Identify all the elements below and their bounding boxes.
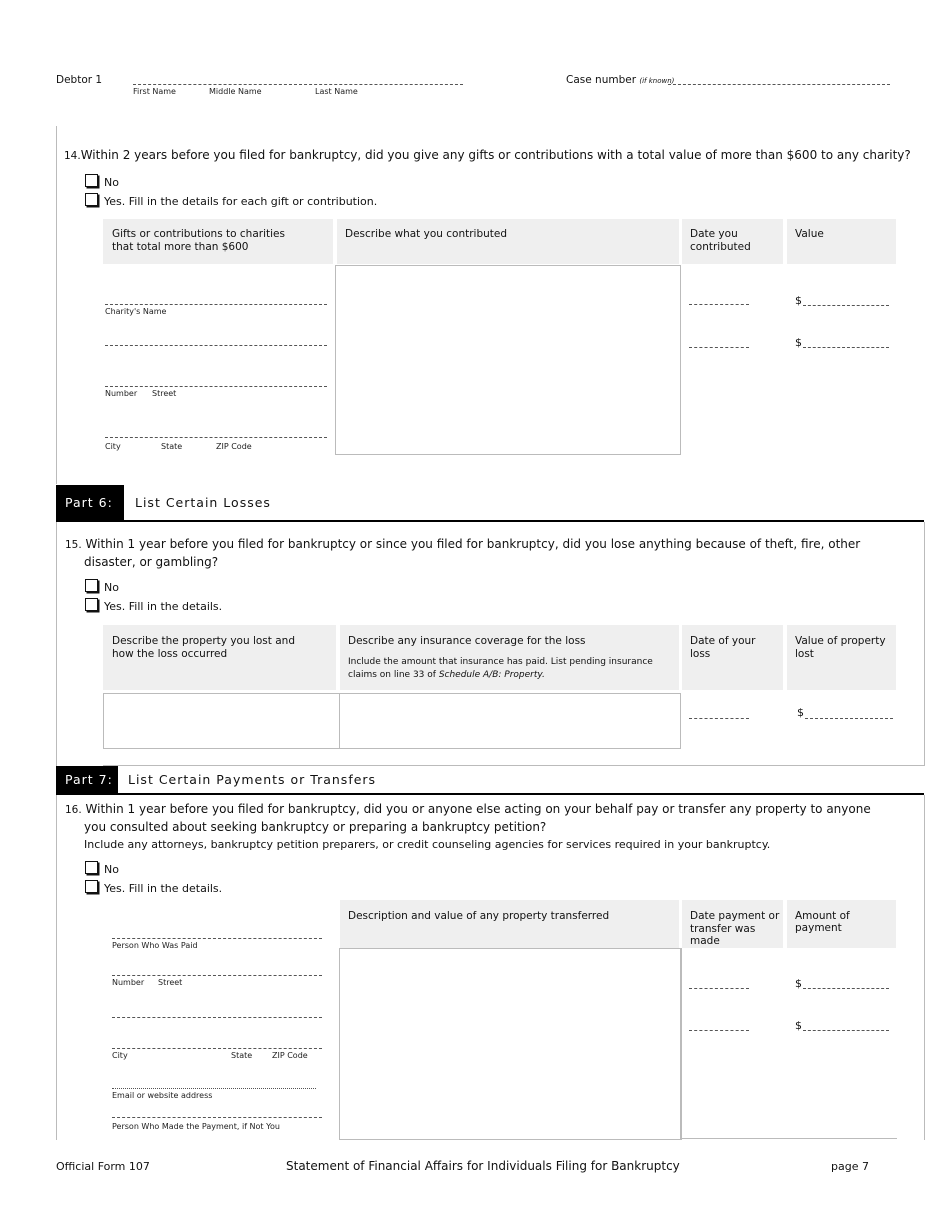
- q16-amount-field-2[interactable]: [803, 1030, 889, 1031]
- q16-col3-header-line3: made: [690, 935, 720, 947]
- q15-col1-header-line1: Describe the property you lost and: [112, 635, 295, 647]
- q14-no-label: No: [104, 176, 119, 189]
- q15-col2-note: [348, 656, 653, 682]
- q16-number: 16.: [65, 804, 82, 816]
- q16-number-label: Number: [112, 978, 145, 987]
- q15-no-label: No: [104, 581, 119, 594]
- footer-page-number: page 7: [831, 1160, 869, 1173]
- q15-col3-header-line2: loss: [690, 648, 711, 660]
- q16-col2-header: [340, 900, 679, 948]
- q16-text-line1: Within 1 year before you filed for bankruptcy, did you or anyone else acting on your behalf pay or transfer any property to anyone: [85, 802, 871, 816]
- q14-value-field-1[interactable]: [803, 305, 889, 306]
- q16-city-field[interactable]: [112, 1048, 322, 1049]
- q16-col3-header: [682, 900, 783, 948]
- part6-tag: Part 6:: [56, 485, 124, 520]
- q16-dollar-1: $: [795, 977, 802, 990]
- q14-city-field[interactable]: [105, 437, 327, 438]
- case-number-label: [566, 74, 674, 86]
- q14-charity-name-field[interactable]: [105, 304, 327, 305]
- footer-form-number: Official Form 107: [56, 1160, 150, 1173]
- q14-no-checkbox[interactable]: [85, 174, 98, 187]
- q16-date-field-2[interactable]: [689, 1030, 749, 1031]
- case-number-text: Case number: [566, 74, 637, 86]
- q14-col1-header-line1: Gifts or contributions to charities: [112, 228, 285, 240]
- q15-col3-header-line1: Date of your: [690, 635, 756, 647]
- middle-name-label: Middle Name: [209, 87, 262, 96]
- case-number-field[interactable]: [668, 84, 890, 85]
- debtor-label: Debtor 1: [56, 74, 103, 86]
- q14-col4-header-text: Value: [795, 228, 824, 240]
- q14-number: 14.: [64, 150, 81, 162]
- q15-right-border: [924, 522, 925, 766]
- q15-number: 15.: [65, 539, 82, 551]
- q14-col1-header: [103, 219, 333, 264]
- q14-col4-header: [787, 219, 896, 264]
- q14-yes-label: Yes. Fill in the details for each gift or contribution.: [104, 195, 378, 208]
- q15-col1-header: [103, 625, 336, 690]
- q16-email-label: Email or website address: [112, 1091, 213, 1100]
- q14-value-field-2[interactable]: [803, 347, 889, 348]
- q16-person-paid-field[interactable]: [112, 938, 322, 939]
- q16-dollar-2: $: [795, 1019, 802, 1032]
- q14-col3-header-line1: Date you: [690, 228, 738, 240]
- q16-col4-header: [787, 900, 896, 948]
- q15-date-field[interactable]: [689, 718, 749, 719]
- section-left-border: [56, 126, 57, 484]
- q16-street-field[interactable]: [112, 975, 322, 976]
- q14-date-field-2[interactable]: [689, 347, 749, 348]
- q16-yes-checkbox[interactable]: [85, 880, 98, 893]
- q16-right-border: [924, 795, 925, 1140]
- q14-col2-header-text: Describe what you contributed: [345, 228, 508, 240]
- q15-col1-header-line2: how the loss occurred: [112, 648, 228, 660]
- q14-dollar-1: $: [795, 294, 802, 307]
- q16-col2-header-text: Description and value of any property transferred: [348, 910, 610, 922]
- q16-date-field-1[interactable]: [689, 988, 749, 989]
- q14-col3-header: [682, 219, 783, 264]
- q16-text-line2: you consulted about seeking bankruptcy or preparing a bankruptcy petition?: [84, 820, 547, 834]
- last-name-label: Last Name: [315, 87, 358, 96]
- q15-question: [65, 536, 860, 571]
- q15-col4-header-line1: Value of property: [795, 635, 886, 647]
- q16-no-label: No: [104, 863, 119, 876]
- q16-email-field[interactable]: [112, 1088, 316, 1089]
- q16-person-made-label: Person Who Made the Payment, if Not You: [112, 1122, 280, 1131]
- q14-dollar-2: $: [795, 336, 802, 349]
- q15-insurance-box[interactable]: [339, 693, 681, 749]
- q15-col2-header: [340, 625, 679, 690]
- q16-state-label: State: [231, 1051, 253, 1060]
- q15-left-border: [56, 522, 57, 766]
- q15-col2-header-text: Describe any insurance coverage for the loss: [348, 635, 586, 647]
- part7-title: List Certain Payments or Transfers: [128, 772, 377, 787]
- footer-form-title: Statement of Financial Affairs for Individuals Filing for Bankruptcy: [286, 1159, 680, 1173]
- first-name-label: First Name: [133, 87, 176, 96]
- q14-col3-header-line2: contributed: [690, 241, 751, 253]
- q16-col3-header-line1: Date payment or: [690, 910, 780, 922]
- q14-question: [64, 148, 911, 162]
- q14-text: Within 2 years before you filed for bankruptcy, did you give any gifts or contributions with a total value of more than $600 to any charity?: [80, 148, 911, 162]
- q16-yes-label: Yes. Fill in the details.: [104, 882, 223, 895]
- q15-yes-checkbox[interactable]: [85, 598, 98, 611]
- q16-person-made-field[interactable]: [112, 1117, 322, 1118]
- q16-street-label: Street: [158, 978, 183, 987]
- q14-contribution-description-box[interactable]: [335, 265, 681, 455]
- q14-col1-header-line2: that total more than $600: [112, 241, 249, 253]
- q16-person-paid-label: Person Who Was Paid: [112, 941, 198, 950]
- part7-rule: [56, 793, 924, 795]
- q15-col4-header-line2: lost: [795, 648, 814, 660]
- q16-property-description-box[interactable]: [339, 948, 682, 1140]
- q15-col2-note-schedule: Schedule A/B: Property.: [438, 670, 545, 680]
- q16-bottom-rule: [680, 1138, 897, 1139]
- q14-yes-checkbox[interactable]: [85, 193, 98, 206]
- q16-city-label: City: [112, 1051, 128, 1060]
- q14-state-label: State: [161, 442, 183, 451]
- q15-col2-note-line1: Include the amount that insurance has paid. List pending insurance: [348, 657, 653, 667]
- q15-dollar: $: [797, 706, 804, 719]
- q14-date-field-1[interactable]: [689, 304, 749, 305]
- q16-address-line2-field[interactable]: [112, 1017, 322, 1018]
- q14-col2-header: [337, 219, 679, 264]
- q15-value-field[interactable]: [805, 718, 893, 719]
- q14-street-label: Street: [152, 389, 177, 398]
- q16-left-border: [56, 795, 57, 1140]
- q14-number-label: Number: [105, 389, 138, 398]
- part7-tag: Part 7:: [56, 766, 118, 793]
- debtor-name-field[interactable]: [133, 84, 463, 85]
- q16-zip-label: ZIP Code: [272, 1051, 308, 1060]
- q16-col3-header-line2: transfer was: [690, 922, 756, 935]
- q16-amount-field-1[interactable]: [803, 988, 889, 989]
- q15-col4-header: [787, 625, 896, 690]
- q15-text-line1: Within 1 year before you filed for bankruptcy or since you filed for bankruptcy, did you lose anything because of theft, fire, other: [85, 537, 861, 551]
- q16-col3-divider: [680, 948, 681, 1138]
- q15-bottom-border: [103, 765, 924, 766]
- q14-charity-name-field-2[interactable]: [105, 345, 327, 346]
- q16-note: Include any attorneys, bankruptcy petition preparers, or credit counseling agencies for services required in your bankruptcy.: [84, 838, 771, 851]
- q14-city-label: City: [105, 442, 121, 451]
- q15-property-lost-box[interactable]: [103, 693, 340, 749]
- q15-yes-label: Yes. Fill in the details.: [104, 600, 223, 613]
- q14-street-field[interactable]: [105, 386, 327, 387]
- q16-col4-header-text: Amount of payment: [795, 910, 850, 934]
- q15-text-line2: disaster, or gambling?: [84, 555, 219, 569]
- part6-title: List Certain Losses: [135, 495, 271, 510]
- q16-question: [65, 801, 871, 853]
- q15-no-checkbox[interactable]: [85, 579, 98, 592]
- q15-col2-note-line2a: claims on line 33 of: [348, 670, 439, 680]
- q15-col3-header: [682, 625, 783, 690]
- q14-charity-name-label: Charity's Name: [105, 307, 167, 316]
- q16-no-checkbox[interactable]: [85, 861, 98, 874]
- part6-rule: [56, 520, 924, 522]
- case-number-qualifier: (if known): [639, 77, 675, 85]
- q14-zip-label: ZIP Code: [216, 442, 252, 451]
